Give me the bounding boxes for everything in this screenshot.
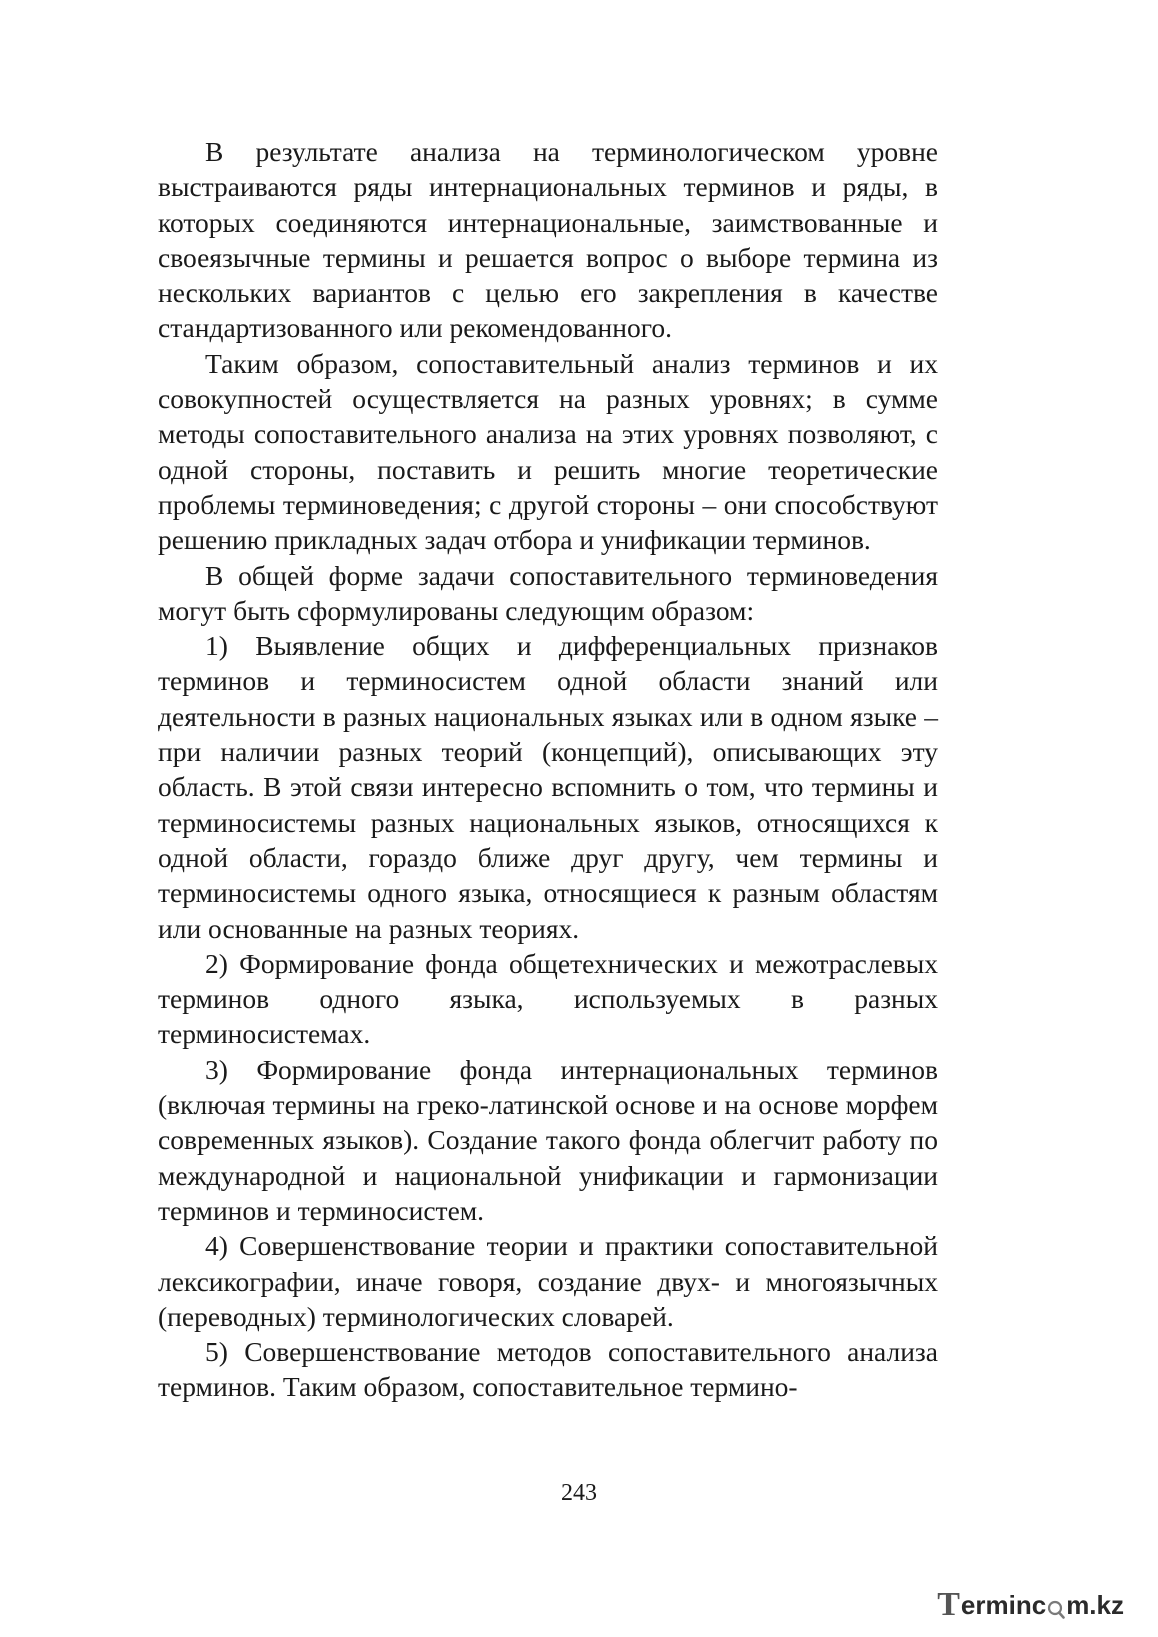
list-item-1: 1) Выявление общих и дифференциальных признаков терминов и терминосистем одной области знаний или деятельности в разных национальных языках или в одном языке – при наличии разных теорий (концепций), описывающих эту область. В этой связи интересно вспомнить о том, что термины и терминосистемы разных национальных языков, относящихся к одной области, гораздо ближе друг другу, чем термины и терминосистемы одного языка, относящиеся к разным областям или основанные на разных теориях. [158, 630, 938, 944]
body-text [158, 134, 938, 1405]
list-item-2: 2) Формирование фонда общетехнических и межотраслевых терминов одного языка, используемых в разных терминосистемах. [158, 947, 938, 1050]
paragraph-2: Таким образом, сопоставительный анализ терминов и их совокупностей осуществляется на разных уровнях; в сумме методы сопоставительного анализа на этих уровнях позволяют, с одной стороны, поставить и решить многие теоретические проблемы терминоведения; с другой стороны – они способствуют решению прикладных задач отбора и унификации терминов. [158, 347, 938, 556]
paragraph-1: В результате анализа на терминологическом уровне выстраиваются ряды интернациональных терминов и ряды, в которых соединяются интернациональные, заимствованные и своеязычные термины и решается вопрос о выборе термина из нескольких вариантов с целью его закрепления в качестве стандартизованного или рекомендованного. [158, 136, 938, 344]
list-item-3: 3) Формирование фонда интернациональных терминов (включая термины на греко-латинской основе и на основе морфем современных языков). Создание такого фонда облегчит работу по международной и национальной унификации и гармонизации терминов и терминосистем. [158, 1053, 938, 1226]
page-number: 243 [561, 1480, 597, 1506]
watermark-logo [937, 1585, 1124, 1625]
list-item-4: 4) Совершенствование теории и практики сопоставительной лексикографии, иначе говоря, создание двух- и многоязычных (переводных) терминологических словарей. [158, 1230, 938, 1332]
watermark-text-end: m.kz [1066, 1589, 1124, 1620]
watermark-text-start: erminc [960, 1589, 1047, 1620]
list-item-5: 5) Совершенствование методов сопоставительного анализа терминов. Таким образом, сопоставительное термино- [158, 1336, 938, 1403]
watermark-prefix: T [937, 1586, 960, 1623]
magnifier-icon [1047, 1595, 1065, 1615]
paragraph-3: В общей форме задачи сопоставительного терминоведения могут быть сформулированы следующим образом: [158, 559, 938, 626]
